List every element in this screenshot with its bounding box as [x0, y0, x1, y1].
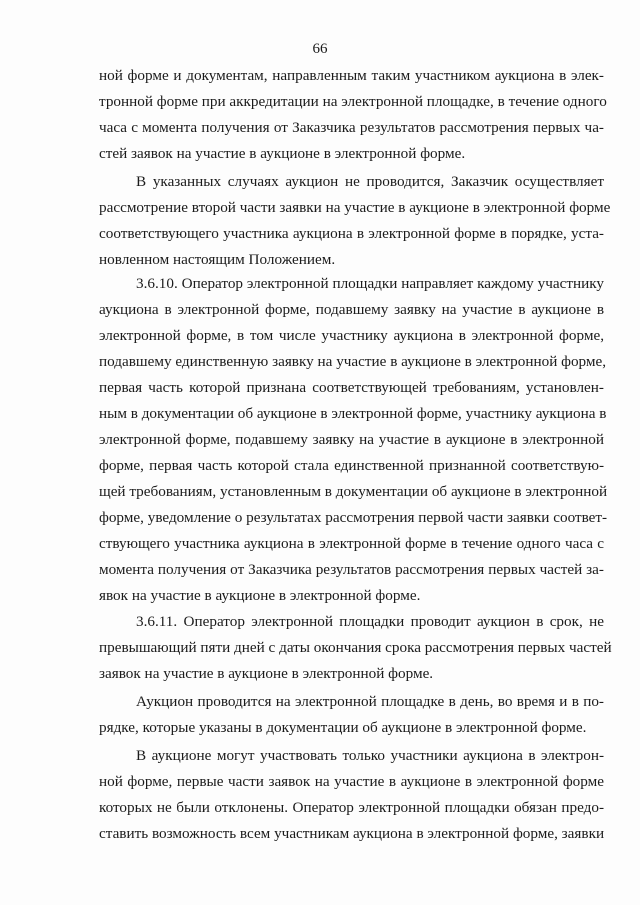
text-line: рассмотрение второй части заявки на участие в аукционе в электронной форме	[99, 199, 611, 216]
text-line: новленном настоящим Положением.	[99, 251, 336, 268]
text-line: 3.6.10. Оператор электронной площадки направляет каждому участнику	[136, 275, 604, 292]
text-line: ставить возможность всем участникам аукциона в электронной форме, заявки	[99, 825, 605, 842]
text-line: явок на участие в аукционе в электронной форме.	[99, 587, 421, 604]
text-line: форме, уведомление о результатах рассмотрения первой части заявки соответ-	[99, 509, 608, 526]
text-line: 3.6.11. Оператор электронной площадки проводит аукцион в срок, не	[136, 613, 604, 630]
text-line: часа с момента получения от Заказчика результатов рассмотрения первых ча-	[99, 119, 604, 136]
text-line: тронной форме при аккредитации на электронной площадке, в течение одного	[99, 93, 607, 110]
text-line: стей заявок на участие в аукционе в электронной форме.	[99, 145, 466, 162]
text-line: первая часть которой признана соответствующей требованиям, установлен-	[99, 379, 604, 396]
text-line: момента получения от Заказчика результатов рассмотрения первых частей за-	[99, 561, 604, 578]
text-line: подавшему единственную заявку на участие в аукционе в электронной форме,	[99, 353, 607, 370]
text-line: заявок на участие в аукционе в электронной форме.	[99, 665, 434, 682]
text-line: электронной форме, подавшему заявку на участие в аукционе в электронной	[99, 431, 604, 448]
text-line: щей требованиям, установленным в документации об аукционе в электронной	[99, 483, 608, 500]
text-line: которых не были отклонены. Оператор электронной площадки обязан предо-	[99, 799, 604, 816]
text-line: ной форме, первые части заявок на участие в аукционе в электронной форме	[99, 773, 604, 790]
text-line: превышающий пяти дней с даты окончания срока рассмотрения первых частей	[99, 639, 612, 656]
page-number: 66	[312, 41, 328, 57]
text-line: рядке, которые указаны в документации об аукционе в электронной форме.	[99, 719, 587, 736]
text-line: форме, первая часть которой стала единственной признанной соответствую-	[99, 457, 604, 474]
text-line: ной форме и документам, направленным таким участником аукциона в элек-	[99, 67, 604, 84]
text-line: ным в документации об аукционе в электронной форме, участнику аукциона в	[99, 405, 607, 422]
text-line: Аукцион проводится на электронной площадке в день, во время и в по-	[136, 693, 604, 710]
text-line: В указанных случаях аукцион не проводится, Заказчик осуществляет	[136, 173, 604, 190]
text-line: В аукционе могут участвовать только участники аукциона в электрон-	[136, 747, 604, 764]
text-line: ствующего участника аукциона в электронной форме в течение одного часа с	[99, 535, 604, 552]
text-line: соответствующего участника аукциона в электронной форме в порядке, уста-	[99, 225, 604, 242]
text-line: электронной форме, в том числе участнику аукциона в электронной форме,	[99, 327, 604, 344]
text-line: аукциона в электронной форме, подавшему заявку на участие в аукционе в	[99, 301, 604, 318]
